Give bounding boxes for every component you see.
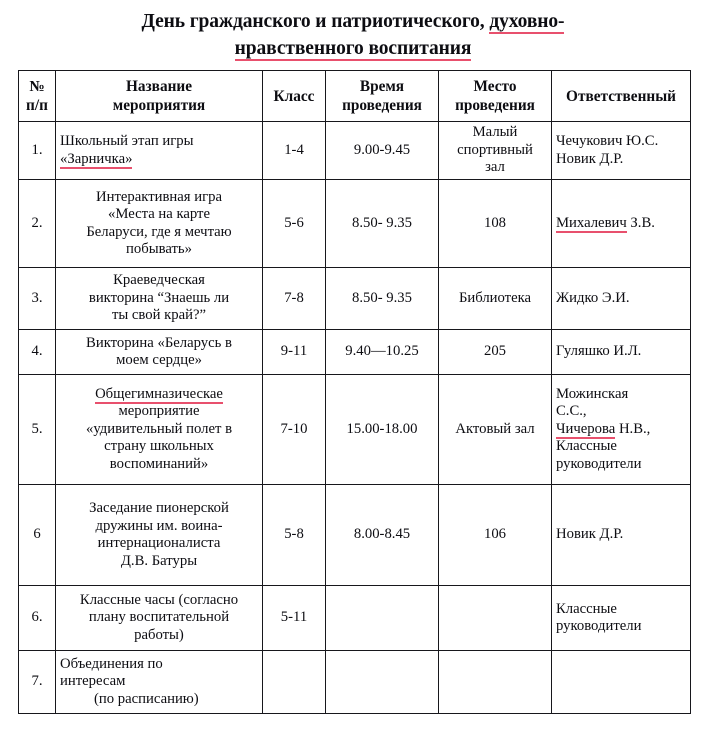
cell-event-name [56,180,263,268]
event-name-line: интернационалиста [97,535,221,551]
event-name-line: Заседание пионерской [89,500,229,516]
cell-place [439,586,552,651]
event-name-line: мероприятие [118,403,200,420]
responsible-line: руководители [556,618,642,634]
event-name-line: плану воспитательной [88,609,230,626]
cell-class: 1-4 [263,122,326,180]
responsible-line: Чечукович Ю.С. [556,133,659,149]
event-name-line: страну школьных [104,438,214,455]
cell-responsible [552,330,691,375]
event-name-line: Викторина «Беларусь в [86,334,232,351]
cell-number: 7. [19,651,56,714]
cell-place [439,180,552,268]
cell-place [439,268,552,330]
responsible-line: Гуляшко И.Л. [556,343,642,360]
responsible-line: Новик Д.Р. [556,150,624,167]
table-row [19,586,691,651]
place-line: зал [485,159,505,176]
event-name-line: Краеведческая [113,272,205,289]
event-name-line: Классные часы (согласно [79,591,239,608]
column-header-responsible: Ответственный [552,71,691,122]
column-header-event-name [56,71,263,122]
underlined-text: Михалевич [556,214,627,231]
table-row [19,485,691,586]
page-title [0,0,706,62]
underlined-text: Чичерова [556,420,616,437]
event-name-line: моем сердце» [116,352,202,368]
cell-event-name [56,268,263,330]
column-header-number-line1: № [29,78,45,95]
cell-number: 3. [19,268,56,330]
cell-responsible [552,375,691,485]
page-title-underlined-part-2: нравственного воспитания [234,38,472,59]
event-name-line: дружины им. воина- [95,517,223,534]
table-row [19,330,691,375]
cell-number: 1. [19,122,56,180]
event-name-line [60,386,258,404]
event-name-line: Беларуси, где я мечтаю [86,223,232,240]
cell-place [439,122,552,180]
place-line: 106 [483,526,507,543]
event-name-line: интересам [60,673,126,690]
place-line: спортивный [457,141,533,158]
table-header [19,71,691,122]
schedule-table [18,70,691,714]
column-header-place [439,71,552,122]
underlined-text: «Зарничка» [60,150,133,167]
cell-class: 9-11 [263,330,326,375]
responsible-line: руководители [556,455,642,472]
cell-responsible [552,268,691,330]
responsible-line: Чичерова Н.В., [556,420,651,437]
underlined-text: Общегимназическае [95,385,223,402]
place-line: Библиотека [458,289,532,306]
column-header-class: Класс [263,71,326,122]
header-row [19,71,691,122]
column-header-time-line2: проведения [342,97,422,114]
event-name-line: Школьный этап игры [60,133,194,149]
table-row [19,651,691,714]
cell-event-name [56,330,263,375]
event-name-line [60,151,258,169]
event-name-line: викторина “Знаешь ли [88,289,230,306]
cell-number: 2. [19,180,56,268]
column-header-time [326,71,439,122]
page-title-underlined-part-1: духовно- [489,11,565,32]
column-header-time-line1: Время [359,78,405,95]
place-line: Актовый зал [455,420,535,437]
cell-responsible [552,180,691,268]
responsible-line: Классные [556,438,617,455]
cell-event-name [56,586,263,651]
cell-number: 4. [19,330,56,375]
column-header-place-line2: проведения [455,97,535,114]
cell-responsible [552,586,691,651]
responsible-line: Михалевич З.В. [556,214,655,231]
page-title-plain-part: День гражданского и патриотического, [141,11,490,32]
cell-place [439,330,552,375]
cell-class: 5-8 [263,485,326,586]
cell-class: 5-6 [263,180,326,268]
event-name-line: «Места на карте [108,206,210,222]
event-name-line: воспоминаний» [109,455,209,472]
cell-class: 7-10 [263,375,326,485]
table-row [19,268,691,330]
cell-event-name [56,485,263,586]
table-row [19,180,691,268]
cell-event-name [56,375,263,485]
event-name-line: побывать» [126,241,192,257]
event-name-line: ты свой край?” [111,307,207,324]
cell-time [326,586,439,651]
cell-number: 5. [19,375,56,485]
cell-time: 8.00-8.45 [326,485,439,586]
column-header-event-name-line1: Название [125,78,193,95]
cell-responsible [552,122,691,180]
column-header-place-line1: Место [473,78,517,95]
event-name-line: (по расписанию) [94,690,199,707]
schedule-table-container [18,70,690,714]
cell-class [263,651,326,714]
cell-time: 15.00-18.00 [326,375,439,485]
cell-time [326,651,439,714]
cell-time: 9.00-9.45 [326,122,439,180]
table-row [19,375,691,485]
cell-place [439,651,552,714]
event-name-line: «удивительный полет в [86,420,232,437]
responsible-line: Классные [556,600,617,617]
place-line: 108 [483,214,507,231]
responsible-line: Можинская [556,385,629,402]
table-body [19,122,691,714]
responsible-line: С.С., [556,403,587,420]
event-name-line: работы) [134,626,184,643]
cell-class: 7-8 [263,268,326,330]
column-header-number-line2: п/п [26,97,48,114]
table-row [19,122,691,180]
cell-responsible [552,485,691,586]
event-name-line: Д.В. Батуры [120,552,198,569]
responsible-line: Жидко Э.И. [556,289,630,306]
cell-event-name [56,651,263,714]
cell-responsible [552,651,691,714]
cell-time: 9.40—10.25 [326,330,439,375]
responsible-line: Новик Д.Р. [556,526,624,543]
column-header-event-name-line2: мероприятия [112,97,206,114]
cell-place [439,485,552,586]
place-line: 205 [483,343,507,360]
cell-time: 8.50- 9.35 [326,180,439,268]
cell-event-name [56,122,263,180]
event-name-line: Интерактивная игра [96,188,222,205]
cell-number: 6 [19,485,56,586]
event-name-line: Объединения по [60,655,163,672]
cell-class: 5-11 [263,586,326,651]
column-header-number [19,71,56,122]
place-line: Малый [472,124,518,141]
cell-time: 8.50- 9.35 [326,268,439,330]
cell-place [439,375,552,485]
cell-number: 6. [19,586,56,651]
